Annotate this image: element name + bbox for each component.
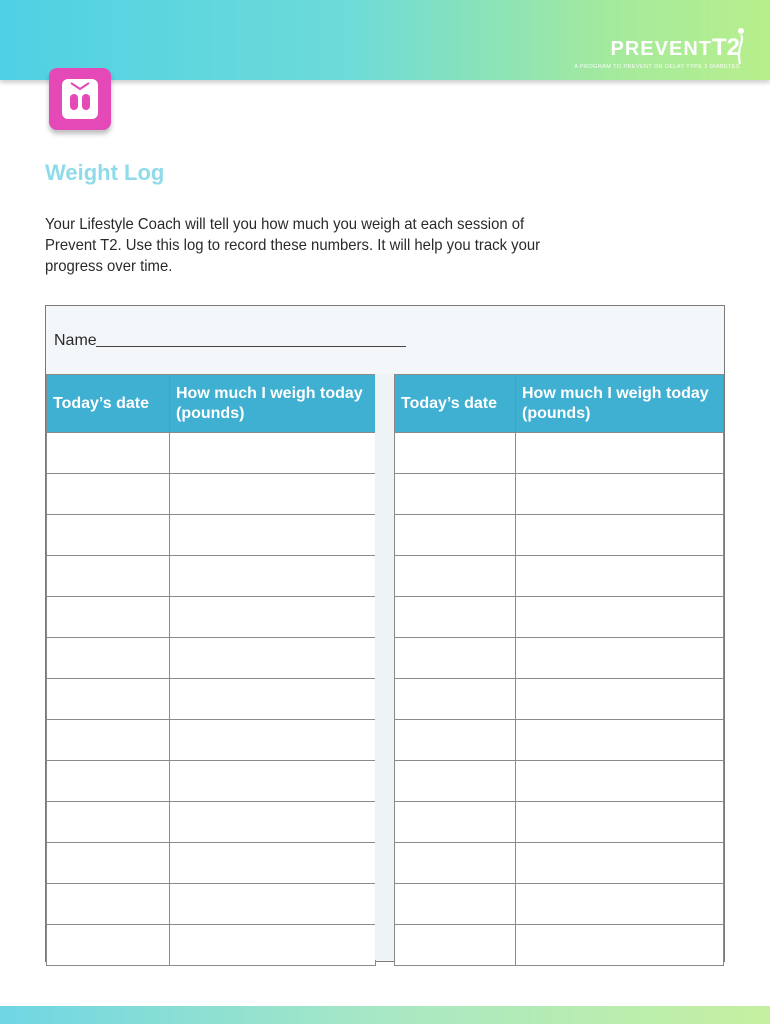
weight-cell[interactable]: [516, 761, 724, 802]
date-cell[interactable]: [395, 556, 516, 597]
weight-cell[interactable]: [170, 679, 376, 720]
table-row: [47, 802, 376, 843]
table-row: [47, 679, 376, 720]
table-row: [395, 638, 724, 679]
weight-log-table-left: [46, 374, 376, 966]
logo-word: PREVENT: [610, 38, 712, 60]
name-label: Name: [54, 332, 97, 349]
logo-t2: T2: [711, 34, 740, 61]
column-header-date: Today’s date: [395, 375, 516, 433]
header-band: [0, 0, 770, 80]
date-cell[interactable]: [47, 515, 170, 556]
table-row: [395, 515, 724, 556]
weight-log-form: [45, 305, 725, 962]
date-cell[interactable]: [395, 638, 516, 679]
prevent-t2-logo: [574, 34, 740, 70]
weight-cell[interactable]: [170, 720, 376, 761]
table-row: [47, 433, 376, 474]
date-cell[interactable]: [47, 679, 170, 720]
table-row: [395, 556, 724, 597]
table-row: [395, 843, 724, 884]
date-cell[interactable]: [395, 433, 516, 474]
date-cell[interactable]: [47, 843, 170, 884]
table-row: [395, 802, 724, 843]
bathroom-scale-icon: [49, 68, 111, 130]
table-row: [47, 843, 376, 884]
weight-cell[interactable]: [516, 638, 724, 679]
table-row: [47, 884, 376, 925]
weight-cell[interactable]: [516, 679, 724, 720]
date-cell[interactable]: [395, 720, 516, 761]
date-cell[interactable]: [47, 638, 170, 679]
date-cell[interactable]: [47, 433, 170, 474]
weight-cell[interactable]: [516, 720, 724, 761]
table-row: [47, 925, 376, 966]
date-cell[interactable]: [47, 474, 170, 515]
date-cell[interactable]: [395, 761, 516, 802]
date-cell[interactable]: [395, 515, 516, 556]
weight-cell[interactable]: [516, 474, 724, 515]
weight-cell[interactable]: [516, 843, 724, 884]
footer-band: [0, 1006, 770, 1024]
table-row: [395, 679, 724, 720]
weight-cell[interactable]: [170, 925, 376, 966]
weight-cell[interactable]: [170, 474, 376, 515]
table-divider: [375, 374, 394, 960]
weight-log-table-right: [394, 374, 724, 966]
weight-cell[interactable]: [170, 556, 376, 597]
table-row: [47, 556, 376, 597]
table-row: [47, 515, 376, 556]
date-cell[interactable]: [395, 679, 516, 720]
weight-cell[interactable]: [170, 802, 376, 843]
date-cell[interactable]: [395, 925, 516, 966]
weight-cell[interactable]: [516, 925, 724, 966]
page-title: Weight Log: [45, 160, 165, 185]
column-header-weight: How much I weigh today (pounds): [516, 375, 724, 433]
weight-cell[interactable]: [170, 843, 376, 884]
weight-cell[interactable]: [170, 638, 376, 679]
date-cell[interactable]: [395, 597, 516, 638]
table-row: [395, 884, 724, 925]
table-row: [395, 433, 724, 474]
table-row: [395, 597, 724, 638]
table-row: [47, 638, 376, 679]
date-cell[interactable]: [395, 802, 516, 843]
weight-cell[interactable]: [170, 515, 376, 556]
intro-paragraph: Your Lifestyle Coach will tell you how much you weigh at each session of Prevent T2. Use this log to record these numbers. It will help you track your progress over time.: [45, 216, 541, 275]
date-cell[interactable]: [47, 925, 170, 966]
weight-cell[interactable]: [516, 515, 724, 556]
runner-figure-icon: [732, 26, 746, 66]
table-row: [395, 720, 724, 761]
table-row: [47, 597, 376, 638]
table-row: [47, 474, 376, 515]
weight-cell[interactable]: [170, 433, 376, 474]
table-row: [395, 761, 724, 802]
logo-tagline: A PROGRAM TO PREVENT OR DELAY TYPE 2 DIABETES: [574, 64, 740, 70]
table-row: [395, 925, 724, 966]
date-cell[interactable]: [395, 843, 516, 884]
weight-cell[interactable]: [516, 597, 724, 638]
date-cell[interactable]: [395, 474, 516, 515]
weight-cell[interactable]: [170, 597, 376, 638]
date-cell[interactable]: [47, 802, 170, 843]
table-row: [47, 761, 376, 802]
table-row: [395, 474, 724, 515]
date-cell[interactable]: [47, 597, 170, 638]
date-cell[interactable]: [395, 884, 516, 925]
table-row: [47, 720, 376, 761]
date-cell[interactable]: [47, 761, 170, 802]
date-cell[interactable]: [47, 720, 170, 761]
weight-cell[interactable]: [516, 802, 724, 843]
name-field[interactable]: [96, 346, 406, 347]
date-cell[interactable]: [47, 884, 170, 925]
weight-cell[interactable]: [170, 884, 376, 925]
weight-cell[interactable]: [170, 761, 376, 802]
column-header-weight: How much I weigh today (pounds): [170, 375, 376, 433]
weight-cell[interactable]: [516, 884, 724, 925]
weight-cell[interactable]: [516, 433, 724, 474]
column-header-date: Today’s date: [47, 375, 170, 433]
weight-cell[interactable]: [516, 556, 724, 597]
date-cell[interactable]: [47, 556, 170, 597]
